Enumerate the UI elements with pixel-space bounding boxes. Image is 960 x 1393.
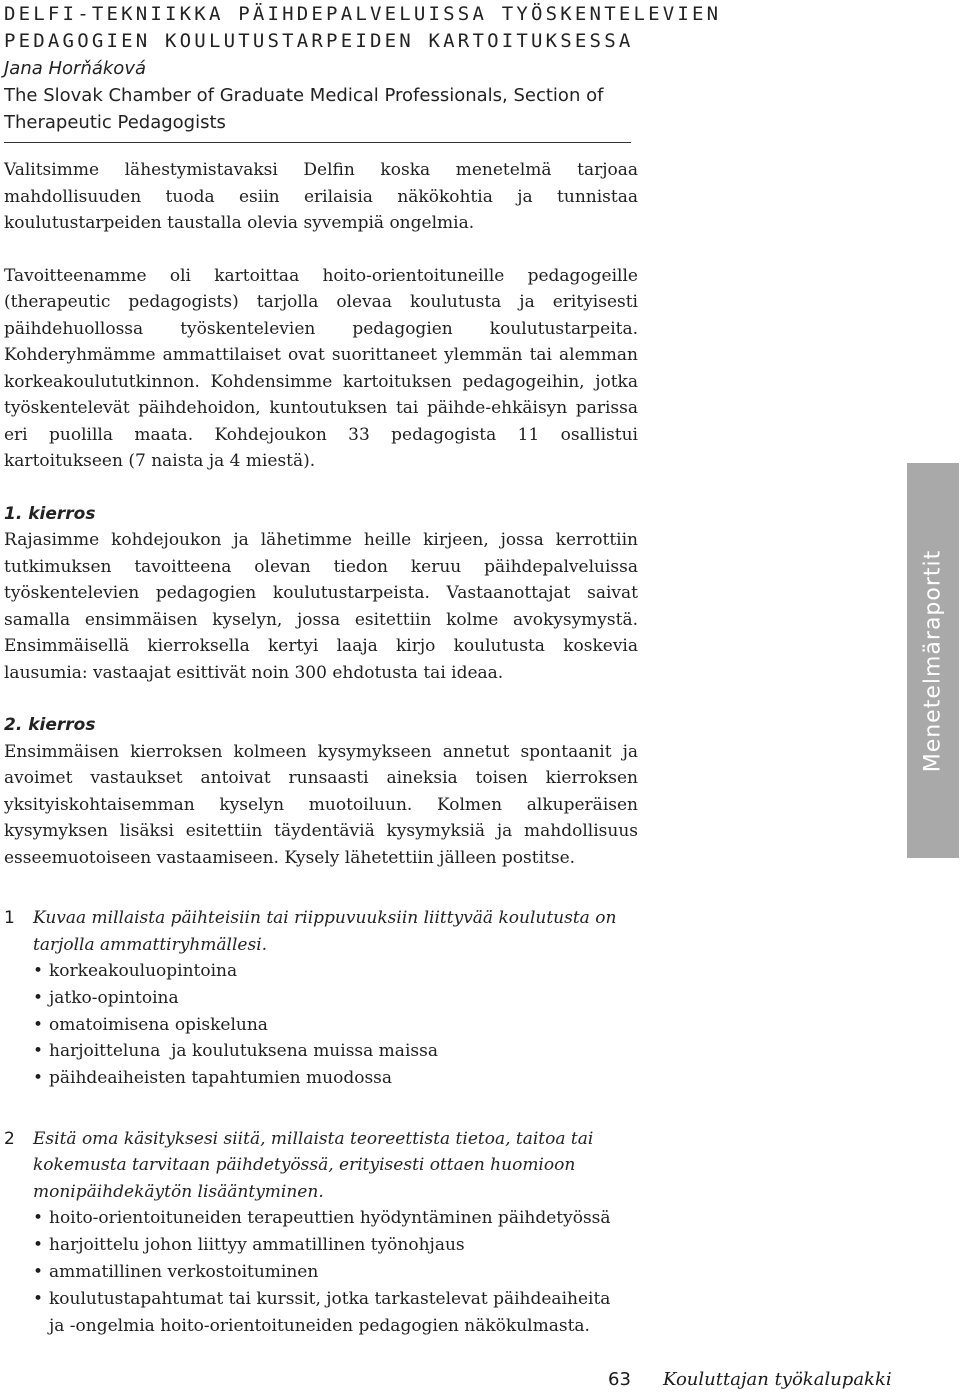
question-number: 1 [4,908,15,928]
list-item: • harjoittelu johon liittyy ammatillinen työnohjaus [33,1232,638,1259]
list-item: • koulutustapahtumat tai kurssit, jotka tarkastelevat päihdeaiheita [33,1286,638,1313]
list-item: • hoito-orientoituneiden terapeuttien hyödyntäminen päihdetyössä [33,1205,638,1232]
publication-title: Kouluttajan työkalupakki [663,1369,892,1390]
title-line-1: DELFI-TEKNIIKKA PÄIHDEPALVELUISSA TYÖSKENTELEVIEN [4,3,722,25]
bullet-icon: • [33,987,44,1008]
bullet-icon: • [33,1235,44,1256]
round-1-paragraph: Rajasimme kohdejoukon ja lähetimme heille kirjeen, jossa kerrottiin tutkimuksen tavoitteena olevan tiedon keruu päihdepalveluissa työskentelevien pedagogien koulutustarpeista. Vastaanottajat saivat samalla ensimmäisen kyselyn, jossa esitettiin kolme avokysymystä. Ensimmäisellä kierroksella kertyi laaja kirjo koulutusta koskevia lausumia: vastaajat esittivät noin 300 ehdotusta tai ideaa. [4,530,638,683]
section-sidebar-tab [907,463,959,858]
title-line-2: PEDAGOGIEN KOULUTUSTARPEIDEN KARTOITUKSESSA [4,30,634,52]
question-number: 2 [4,1128,15,1149]
round-2-heading: 2. kierros [4,715,96,735]
bullet-icon: • [33,1068,44,1089]
sidebar-label: Menetelmäraportit [920,549,946,772]
page-number: 63 [608,1369,631,1390]
question-1 [4,905,638,1092]
author-name: Jana Horňáková [4,58,147,79]
question-text: Kuvaa millaista päihteisiin tai riippuvuuksiin liittyvää koulutusta on tarjolla ammattiryhmällesi. [33,908,617,955]
bullet-icon: • [33,1288,44,1309]
affiliation-line-1: The Slovak Chamber of Graduate Medical Professionals, Section of [4,85,604,106]
bullet-icon: • [33,1014,44,1035]
question-text: Esitä oma käsityksesi siitä, millaista teoreettista tietoa, taitoa tai kokemusta tarvitaan päihdetyössä, erityisesti ottaen huomioon monipäihdekäytön lisääntyminen. [33,1128,594,1202]
affiliation-line-2: Therapeutic Pedagogists [4,112,226,133]
question-2 [4,1126,638,1339]
question-1-options [4,958,638,1092]
bullet-icon: • [33,1262,44,1283]
intro-paragraph: Valitsimme lähestymistavaksi Delfin koska menetelmä tarjoaa mahdollisuuden tuoda esiin erilaisia näkökohtia ja tunnistaa koulutustarpeiden taustalla olevia syvempiä ongelmia. [4,160,638,233]
bullet-icon: • [33,1041,44,1062]
document-page [4,0,722,1339]
list-item: • korkeakouluopintoina [33,958,638,985]
list-item: • jatko-opintoina [33,985,638,1012]
bullet-icon: • [33,1208,44,1229]
question-2-options [4,1205,638,1312]
list-item: • päihdeaiheisten tapahtumien muodossa [33,1065,638,1092]
list-item: • ammatillinen verkostoituminen [33,1259,638,1286]
round-2-paragraph: Ensimmäisen kierroksen kolmeen kysymykseen annetut spontaanit ja avoimet vastaukset antoivat runsaasti aineksia toisen kierroksen yksityiskohtaisemman kyselyn muotoiluun. Kolmen alkuperäisen kysymyksen lisäksi esitettiin täydentäviä kysymyksiä ja mahdollisuus esseemuotoiseen vastaamiseen. Kysely lähetettiin jälleen postitse. [4,741,638,868]
title-rule [4,142,631,143]
list-item-continuation: ja -ongelmia hoito-orientoituneiden pedagogien näkökulmasta. [49,1315,590,1336]
round-1-heading: 1. kierros [4,503,96,524]
goal-paragraph: Tavoitteenamme oli kartoittaa hoito-orientoituneille pedagogeille (therapeutic pedagogists) tarjolla olevaa koulutusta ja erityisesti päihdehuollossa työskentelevien pedagogien koulutustarpeita. Kohderyhmämme ammattilaiset ovat suorittaneet ylemmän tai alemman korkeakoulututkinnon. Kohdensimme kartoituksen pedagogeihin, jotka työskentelevät päihdehoidon, kuntoutuksen tai päihde-ehkäisyn parissa eri puolilla maata. Kohdejoukon 33 pedagogista 11 osallistui kartoitukseen (7 naista ja 4 miestä). [4,265,638,471]
list-item: • harjoitteluna ja koulutuksena muissa maissa [33,1038,638,1065]
bullet-icon: • [33,961,44,981]
list-item: • omatoimisena opiskeluna [33,1012,638,1039]
